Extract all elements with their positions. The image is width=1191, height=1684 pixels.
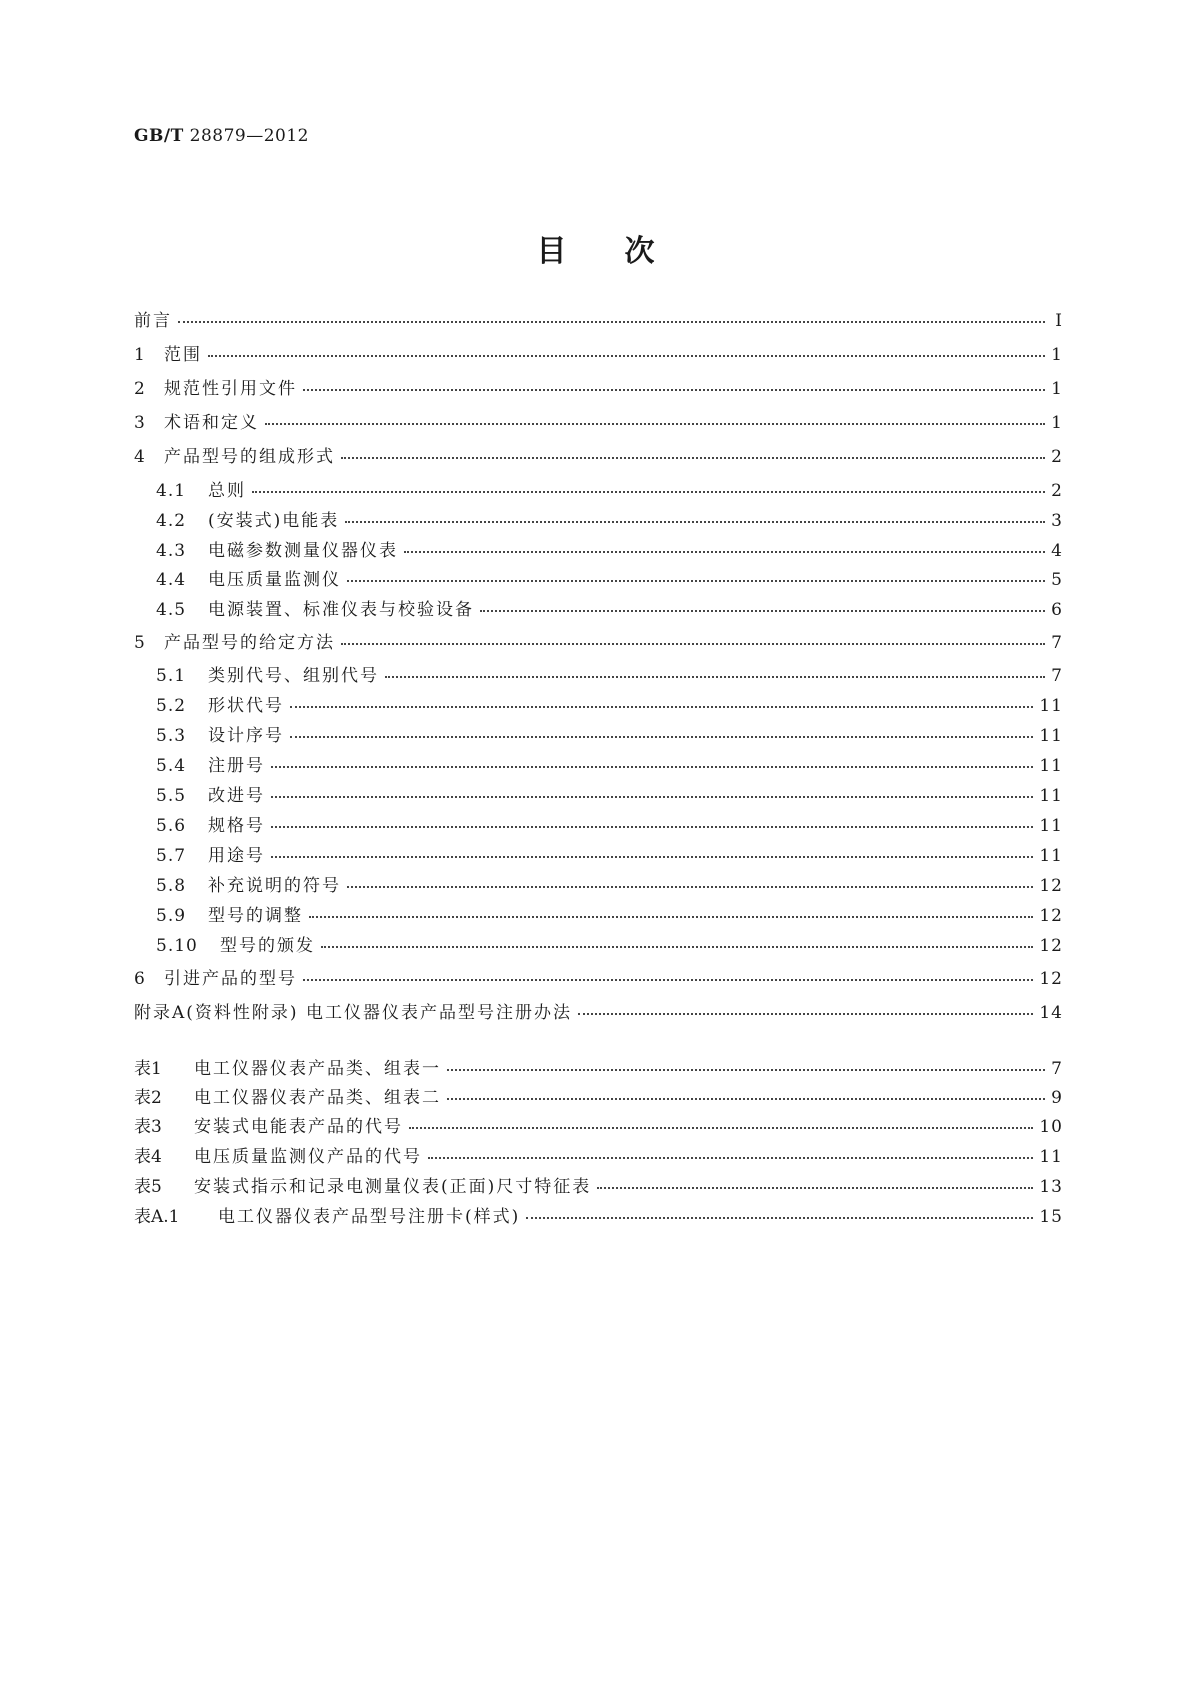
toc-leader — [208, 355, 1045, 357]
toc-entry-page: 6 — [1051, 600, 1063, 620]
toc-leader — [597, 1187, 1033, 1189]
toc-entry-number: 5.3 — [156, 726, 187, 746]
toc-entry-1[interactable] — [134, 340, 1063, 366]
toc-entry-text: 附录A(资料性附录) 电工仪器仪表产品型号注册办法 — [134, 1003, 572, 1023]
table-entry-5[interactable] — [134, 1172, 1063, 1198]
toc-leader — [526, 1217, 1033, 1219]
toc-entry-number: 4.4 — [156, 570, 187, 590]
toc-leader — [290, 736, 1033, 738]
standard-number: 28879—2012 — [189, 126, 309, 146]
toc-entry-4-1[interactable] — [156, 476, 1063, 502]
toc-leader — [341, 643, 1045, 645]
toc-entry-number: 5.4 — [156, 756, 187, 776]
toc-entry-number: 3 — [134, 413, 145, 433]
toc-entry-text: 型号的调整 — [208, 906, 303, 926]
toc-entry-text: 前言 — [134, 311, 172, 331]
toc-entry-page: 11 — [1039, 846, 1063, 866]
table-entry-text: 安装式电能表产品的代号 — [194, 1117, 403, 1137]
toc-entry-text: (安装式)电能表 — [208, 511, 340, 531]
toc-entry-number: 2 — [134, 379, 145, 399]
table-entry-number: 表1 — [134, 1059, 162, 1079]
table-entry-text: 电压质量监测仪产品的代号 — [194, 1147, 422, 1167]
table-entry-2[interactable] — [134, 1083, 1063, 1109]
toc-entry-number: 5.2 — [156, 696, 187, 716]
table-entry-4[interactable] — [134, 1142, 1063, 1168]
toc-entry-5-7[interactable] — [156, 841, 1063, 867]
toc-entry-page: 11 — [1039, 726, 1063, 746]
toc-entry-5-5[interactable] — [156, 781, 1063, 807]
toc-entry-number: 5.6 — [156, 816, 187, 836]
table-entry-page: 7 — [1051, 1059, 1063, 1079]
toc-entry-2[interactable] — [134, 374, 1063, 400]
toc-entry-text: 产品型号的组成形式 — [164, 447, 335, 467]
toc-leader — [271, 856, 1033, 858]
toc-entry-text: 设计序号 — [208, 726, 284, 746]
toc-entry-page: 11 — [1039, 816, 1063, 836]
toc-entry-5-3[interactable] — [156, 721, 1063, 747]
toc-entry-page: 2 — [1051, 481, 1063, 501]
toc-entry-page: 3 — [1051, 511, 1063, 531]
toc-leader — [252, 491, 1045, 493]
table-entry-page: 11 — [1039, 1147, 1063, 1167]
toc-entry-text: 形状代号 — [208, 696, 284, 716]
table-entry-number: 表A.1 — [134, 1207, 180, 1227]
toc-leader — [347, 580, 1045, 582]
toc-entry-text: 电磁参数测量仪器仪表 — [208, 541, 398, 561]
toc-leader — [321, 946, 1033, 948]
table-entry-a1[interactable] — [134, 1202, 1063, 1228]
toc-entry-text: 改进号 — [208, 786, 265, 806]
toc-entry-4-3[interactable] — [156, 536, 1063, 562]
toc-leader — [271, 826, 1033, 828]
toc-entry-text: 规格号 — [208, 816, 265, 836]
toc-entry-page: 14 — [1039, 1003, 1063, 1023]
toc-leader — [303, 979, 1033, 981]
toc-leader — [447, 1098, 1045, 1100]
toc-leader — [347, 886, 1033, 888]
table-entry-text: 电工仪器仪表产品类、组表二 — [194, 1088, 441, 1108]
toc-entry-3[interactable] — [134, 408, 1063, 434]
toc-entry-5-9[interactable] — [156, 901, 1063, 927]
table-entry-text: 安装式指示和记录电测量仪表(正面)尺寸特征表 — [194, 1177, 592, 1197]
toc-entry-4[interactable] — [134, 442, 1063, 468]
toc-entry-page: Ⅰ — [1055, 311, 1063, 331]
standard-code — [134, 126, 309, 146]
toc-entry-page: 11 — [1039, 696, 1063, 716]
toc-entry-page: 1 — [1051, 379, 1063, 399]
toc-entry-text: 术语和定义 — [164, 413, 259, 433]
toc-entry-5-2[interactable] — [156, 691, 1063, 717]
toc-entry-4-2[interactable] — [156, 506, 1063, 532]
toc-leader — [404, 551, 1045, 553]
table-entry-1[interactable] — [134, 1054, 1063, 1080]
toc-leader — [385, 676, 1045, 678]
toc-leader — [341, 457, 1045, 459]
toc-entry-number: 4.3 — [156, 541, 187, 561]
toc-entry-number: 5 — [134, 633, 145, 653]
table-entry-number: 表2 — [134, 1088, 162, 1108]
toc-entry-page: 1 — [1051, 413, 1063, 433]
toc-entry-page: 12 — [1039, 969, 1063, 989]
toc-entry-number: 6 — [134, 969, 145, 989]
toc-entry-text: 引进产品的型号 — [164, 969, 297, 989]
toc-leader — [290, 706, 1033, 708]
toc-leader — [480, 610, 1045, 612]
toc-entry-text: 范围 — [164, 345, 202, 365]
toc-leader — [265, 423, 1045, 425]
toc-leader — [178, 321, 1045, 323]
toc-entry-number: 5.7 — [156, 846, 187, 866]
toc-leader — [271, 796, 1033, 798]
toc-entry-number: 4 — [134, 447, 145, 467]
toc-entry-page: 11 — [1039, 786, 1063, 806]
toc-entry-text: 规范性引用文件 — [164, 379, 297, 399]
table-entry-page: 13 — [1039, 1177, 1063, 1197]
page-title: 目次 — [536, 234, 713, 269]
toc-leader — [309, 916, 1033, 918]
toc-leader — [345, 521, 1045, 523]
toc-entry-page: 12 — [1039, 936, 1063, 956]
toc-entry-number: 5.1 — [156, 666, 187, 686]
toc-entry-text: 电源装置、标准仪表与校验设备 — [208, 600, 474, 620]
toc-entry-foreword[interactable] — [134, 306, 1063, 332]
toc-entry-number: 4.1 — [156, 481, 187, 501]
toc-entry-page: 2 — [1051, 447, 1063, 467]
toc-entry-5-10[interactable] — [156, 931, 1063, 957]
toc-entry-number: 5.9 — [156, 906, 187, 926]
toc-entry-page: 4 — [1051, 541, 1063, 561]
toc-leader — [428, 1157, 1033, 1159]
table-entry-3[interactable] — [134, 1112, 1063, 1138]
standard-prefix: GB/T — [134, 126, 184, 146]
toc-entry-text: 总则 — [208, 481, 246, 501]
toc-entry-text: 注册号 — [208, 756, 265, 776]
toc-entry-number: 4.5 — [156, 600, 187, 620]
toc-entry-text: 用途号 — [208, 846, 265, 866]
toc-entry-text: 电压质量监测仪 — [208, 570, 341, 590]
toc-leader — [409, 1127, 1033, 1129]
table-entry-number: 表5 — [134, 1177, 162, 1197]
toc-leader — [271, 766, 1033, 768]
toc-entry-number: 5.10 — [156, 936, 198, 956]
toc-entry-page: 12 — [1039, 906, 1063, 926]
toc-entry-5-6[interactable] — [156, 811, 1063, 837]
toc-entry-page: 5 — [1051, 570, 1063, 590]
table-entry-text: 电工仪器仪表产品类、组表一 — [194, 1059, 441, 1079]
toc-entry-5-8[interactable] — [156, 871, 1063, 897]
toc-leader — [303, 389, 1045, 391]
toc-entry-number: 1 — [134, 345, 145, 365]
toc-entry-4-5[interactable] — [156, 595, 1063, 621]
toc-entry-5-1[interactable] — [156, 661, 1063, 687]
toc-entry-text: 产品型号的给定方法 — [164, 633, 335, 653]
table-entry-text: 电工仪器仪表产品型号注册卡(样式) — [218, 1207, 521, 1227]
table-entry-page: 10 — [1039, 1117, 1063, 1137]
toc-entry-4-4[interactable] — [156, 565, 1063, 591]
toc-entry-page: 7 — [1051, 633, 1063, 653]
toc-entry-page: 12 — [1039, 876, 1063, 896]
table-entry-page: 15 — [1039, 1207, 1063, 1227]
toc-leader — [447, 1069, 1045, 1071]
toc-entry-number: 4.2 — [156, 511, 187, 531]
toc-entry-number: 5.8 — [156, 876, 187, 896]
toc-entry-5[interactable] — [134, 628, 1063, 654]
toc-entry-6[interactable] — [134, 964, 1063, 990]
toc-entry-page: 11 — [1039, 756, 1063, 776]
toc-entry-text: 补充说明的符号 — [208, 876, 341, 896]
toc-entry-number: 5.5 — [156, 786, 187, 806]
table-entry-page: 9 — [1051, 1088, 1063, 1108]
toc-entry-5-4[interactable] — [156, 751, 1063, 777]
toc-leader — [578, 1013, 1033, 1015]
toc-entry-appendix-a[interactable] — [134, 998, 1063, 1024]
toc-entry-page: 1 — [1051, 345, 1063, 365]
table-entry-number: 表4 — [134, 1147, 162, 1167]
toc-entry-text: 类别代号、组别代号 — [208, 666, 379, 686]
table-entry-number: 表3 — [134, 1117, 162, 1137]
toc-entry-text: 型号的颁发 — [220, 936, 315, 956]
toc-entry-page: 7 — [1051, 666, 1063, 686]
